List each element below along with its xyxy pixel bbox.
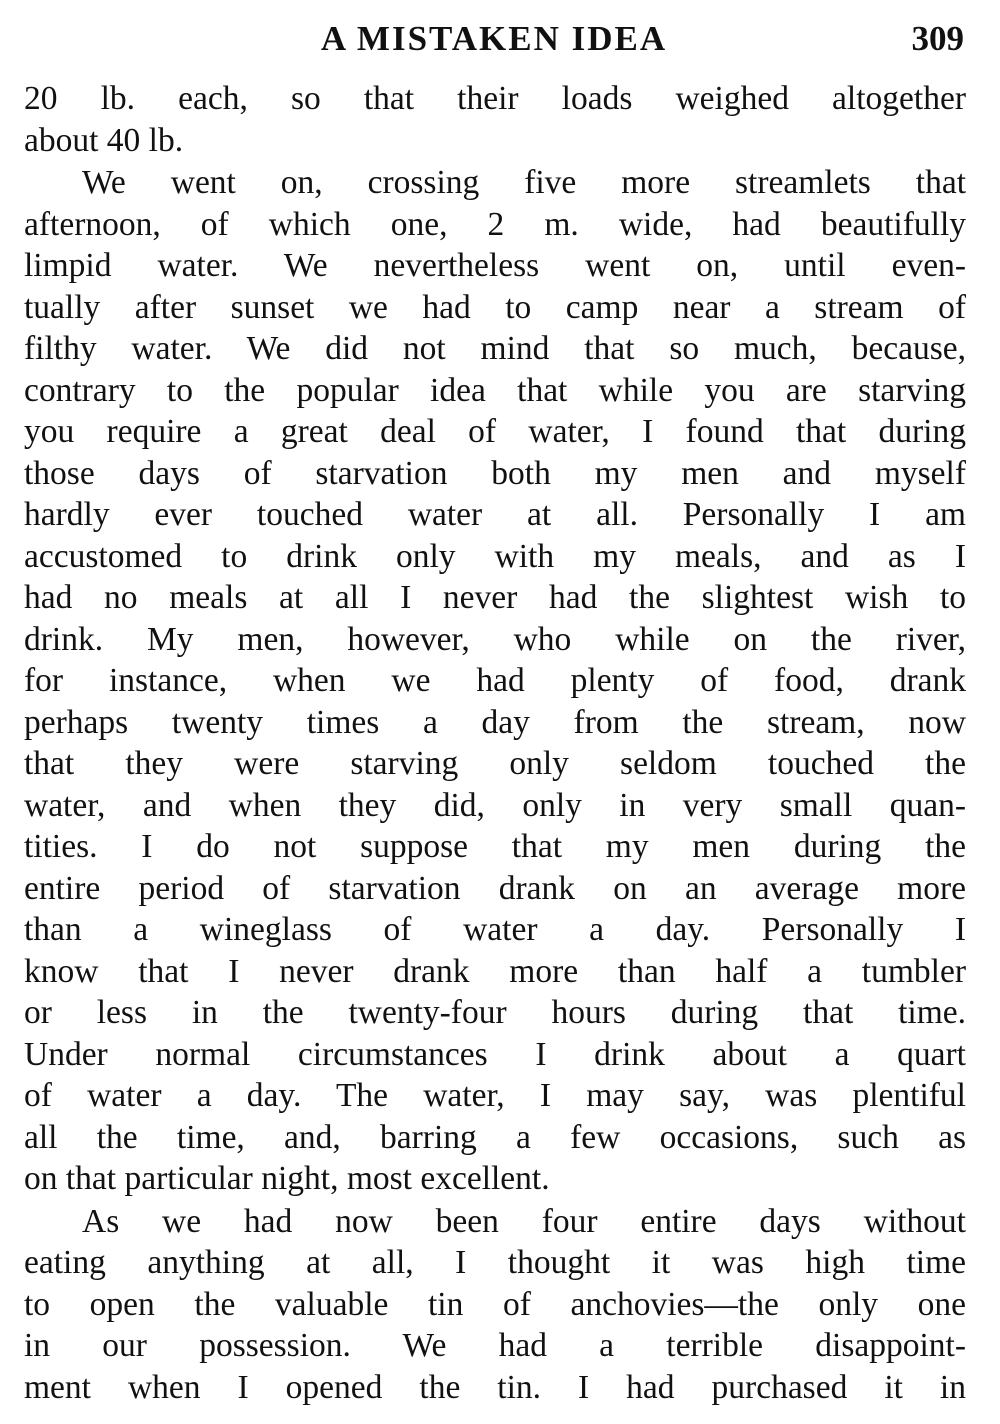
text-line: on that particular night, most excellent. [24,1160,550,1197]
text-line: water, and when they did, only in very small quan- [24,786,966,824]
text-line: entire period of starvation drank on an average more [24,869,966,907]
text-line: contrary to the popular idea that while you are starving [24,371,966,409]
text-line: eating anything at all, I thought it was high time [24,1244,966,1281]
page-number: 309 [911,19,964,58]
text-line: We went on, crossing five more streamlets that [82,164,966,201]
text-line: filthy water. We did not mind that so much, because, [24,330,966,367]
text-line: about 40 lb. [24,121,184,159]
text-line: you require a great deal of water, I found that during [24,413,966,450]
text-line: had no meals at all I never had the slightest wish to [24,579,966,616]
text-line: hardly ever touched water at all. Personally I am [24,496,966,533]
text-line: accustomed to drink only with my meals, and as I [24,537,966,575]
text-line: those days of starvation both my men and myself [24,454,966,492]
running-head [24,14,964,64]
paragraph [24,162,966,1200]
text-line: drink. My men, however, who while on the river, [24,620,966,658]
text-line: all the time, and, barring a few occasions, such as [24,1118,966,1156]
text-line: that they were starving only seldom touched the [24,745,966,782]
text-line: perhaps twenty times a day from the stream, now [24,703,966,741]
text-line: than a wineglass of water a day. Personally I [24,911,966,948]
text-line: limpid water. We nevertheless went on, until even- [24,247,966,284]
text-line: or less in the twenty-four hours during that time. [24,994,966,1031]
text-line: to open the valuable tin of anchovies—the only one [24,1285,966,1323]
text-line: ment when I opened the tin. I had purchased it in [24,1368,966,1406]
text-line: in our possession. We had a terrible disappoint- [24,1327,966,1364]
text-line: Under normal circumstances I drink about a quart [24,1035,966,1073]
text-line: of water a day. The water, I may say, was plentiful [24,1077,966,1114]
text-line: As we had now been four entire days without [82,1202,966,1240]
text-line: tually after sunset we had to camp near a stream of [24,288,966,326]
body-text [24,78,966,1408]
text-line: afternoon, of which one, 2 m. wide, had beautifully [24,205,966,243]
text-line: 20 lb. each, so that their loads weighed altogether [24,80,966,117]
text-line: know that I never drank more than half a tumbler [24,952,966,990]
paragraph [24,1201,966,1409]
text-line: tities. I do not suppose that my men during the [24,828,966,865]
chapter-title: A MISTAKEN IDEA [320,19,668,58]
paragraph [24,78,966,161]
text-line: for instance, when we had plenty of food, drank [24,662,966,699]
